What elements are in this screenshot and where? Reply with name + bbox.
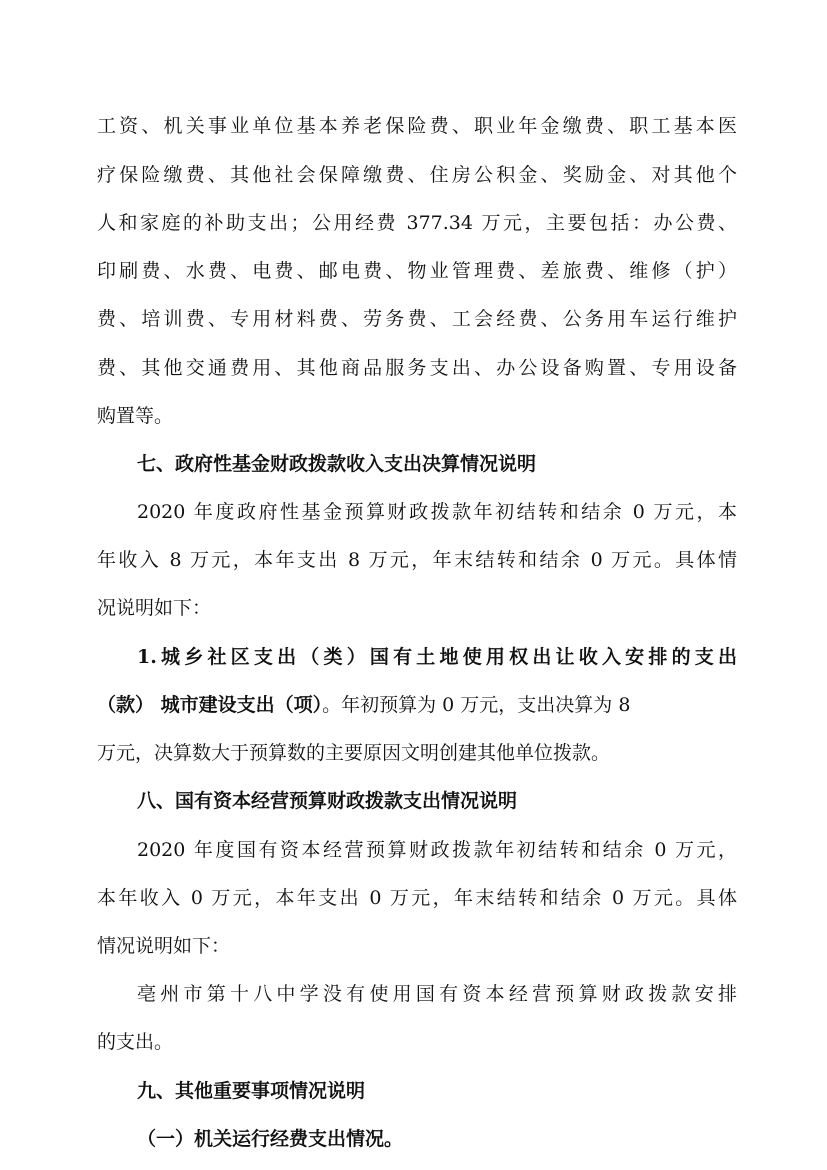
paragraph-line: 万元，决算数大于预算数的主要原因文明创建其他单位拨款。 <box>97 742 611 764</box>
subsection-heading: （一）机关运行经费支出情况。 <box>137 1128 404 1150</box>
paragraph-line: 工资、机关事业单位基本养老保险费、职业年金缴费、职工基本医 <box>97 115 737 137</box>
paragraph-line: 况说明如下： <box>97 597 212 619</box>
section-heading-8: 八、国有资本经营预算财政拨款支出情况说明 <box>137 790 518 812</box>
paragraph-line: 年收入 8 万元，本年支出 8 万元，年末结转和结余 0 万元。具体情 <box>97 549 737 571</box>
paragraph-line: 人和家庭的补助支出；公用经费 377.34 万元，主要包括：办公费、 <box>97 212 737 234</box>
paragraph-line: 费、其他交通费用、其他商品服务支出、办公设备购置、专用设备 <box>97 357 737 379</box>
paragraph-line: 费、培训费、专用材料费、劳务费、工会经费、公务用车运行维护 <box>97 308 737 330</box>
paragraph-line: 购置等。 <box>97 405 174 427</box>
item-heading-tail: （款） 城市建设支出（项） <box>97 694 323 716</box>
section-heading-9: 九、其他重要事项情况说明 <box>137 1080 366 1102</box>
paragraph-line: 情况说明如下： <box>97 935 231 957</box>
paragraph-line: 疗保险缴费、其他社会保障缴费、住房公积金、奖励金、对其他个 <box>97 164 737 186</box>
item-heading-line <box>97 691 737 719</box>
paragraph-line: 2020 年度政府性基金预算财政拨款年初结转和结余 0 万元，本 <box>137 501 737 523</box>
paragraph-line: 2020 年度国有资本经营预算财政拨款年初结转和结余 0 万元， <box>137 839 737 861</box>
paragraph-line: 的支出。 <box>97 1031 174 1053</box>
item-text: 。年初预算为 0 万元，支出决算为 8 <box>322 694 631 716</box>
section-heading-7: 七、政府性基金财政拨款收入支出决算情况说明 <box>137 453 537 475</box>
paragraph-line: 印刷费、水费、电费、邮电费、物业管理费、差旅费、维修（护） <box>97 260 737 282</box>
paragraph-line: 本年收入 0 万元，本年支出 0 万元，年末结转和结余 0 万元。具体 <box>97 887 737 909</box>
paragraph-line: 亳州市第十八中学没有使用国有资本经营预算财政拨款安排 <box>137 983 737 1005</box>
item-heading-line: 1.城乡社区支出（类）国有土地使用权出让收入安排的支出 <box>137 646 737 668</box>
